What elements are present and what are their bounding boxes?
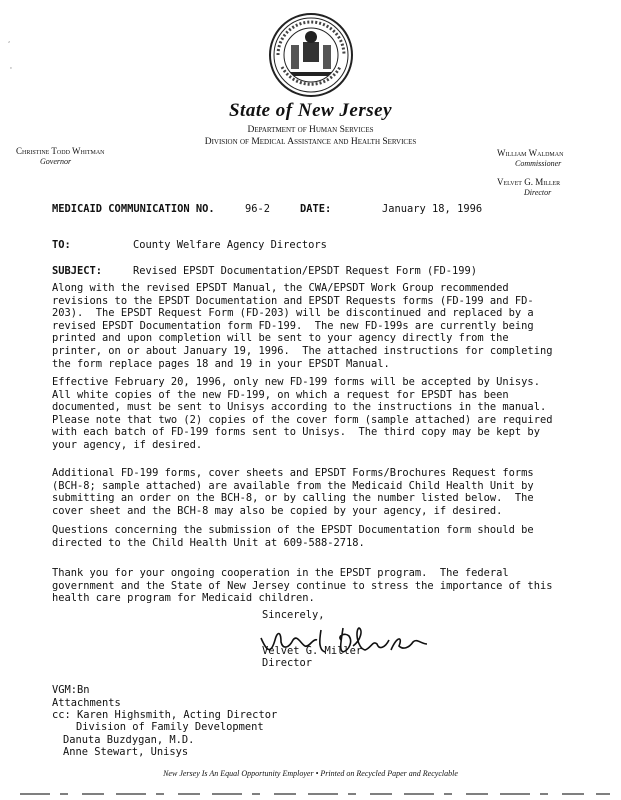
signer-title: Director — [262, 657, 313, 669]
margin-mark: ' — [10, 66, 12, 74]
signer-name: Velvet G. Miller — [262, 645, 363, 657]
body-paragraph: Along with the revised EPSDT Manual, the CWA/EPSDT Work Group recommended revisions to the EPSDT Documentation and EPSDT Requests forms (FD-199 and FD- 203). The EPSDT Request Form (FD-203) will be discontinued and replaced by a revised EPSDT Documentation form FD-199. The new FD-199s are currently being printed and upon completion will be sent to your agency directly from the printer, on or about January 19, 1996. The attached instructions for completing the form replace pages 18 and 19 in your EPSDT Manual. — [52, 282, 553, 370]
cc-line: cc: Karen Highsmith, Acting Director — [52, 709, 278, 721]
closing: Sincerely, — [262, 609, 325, 621]
department-name: Department of Human Services — [247, 125, 374, 135]
attachments-label: Attachments — [52, 697, 121, 709]
body-paragraph: Questions concerning the submission of the EPSDT Documentation form should be directed to the Child Health Unit at 609-588-2718. — [52, 524, 534, 549]
director-name: Velvet G. Miller — [497, 177, 561, 187]
initials: VGM:Bn — [52, 684, 90, 696]
state-seal-icon — [268, 12, 354, 98]
body-paragraph: Thank you for your ongoing cooperation in the EPSDT program. The federal government and the State of New Jersey continue to stress the importance of this health care program for Medicaid children. — [52, 567, 553, 605]
director-title: Director — [524, 188, 552, 197]
body-paragraph: Additional FD-199 forms, cover sheets and EPSDT Forms/Brochures Request forms (BCH-8; sample attached) are available from the Medicaid Child Health Unit by submitting an order on the BCH-8, or by calling the number listed below. The cover sheet and the BCH-8 may also be copied by your agency, if desired. — [52, 467, 534, 517]
commissioner-name: William Waldman — [497, 148, 564, 158]
bottom-divider — [20, 792, 610, 796]
state-title: State of New Jersey — [228, 100, 393, 121]
cc-line: Danuta Buzdygan, M.D. — [63, 734, 195, 746]
medicaid-communication-label: MEDICAID COMMUNICATION NO. — [52, 203, 215, 215]
governor-name: Christine Todd Whitman — [16, 146, 105, 156]
commissioner-title: Commissioner — [515, 159, 562, 168]
subject-value: Revised EPSDT Documentation/EPSDT Request Form (FD-199) — [133, 265, 478, 277]
division-name: Division of Medical Assistance and Health Services — [204, 137, 417, 147]
to-value: County Welfare Agency Directors — [133, 239, 327, 251]
cc-line: Anne Stewart, Unisys — [63, 746, 189, 758]
body-paragraph: Effective February 20, 1996, only new FD-199 forms will be accepted by Unisys. All white copies of the new FD-199, on which a request for EPSDT has been documented, must be sent to Unisys according to the instructions in the manual. Please note that two (2) copies of the cover form (sample attached) are required with each batch of FD-199 forms sent to Unisys. The third copy may be kept by your agency, if desired. — [52, 376, 553, 451]
medicaid-communication-number: 96-2 — [245, 203, 271, 215]
subject-label: SUBJECT: — [52, 265, 103, 277]
margin-mark: , — [8, 36, 11, 44]
to-label: TO: — [52, 239, 71, 251]
date-label: DATE: — [300, 203, 332, 215]
date-value: January 18, 1996 — [382, 203, 483, 215]
cc-line: Division of Family Development — [76, 721, 264, 733]
governor-title: Governor — [40, 157, 72, 166]
footer-note: New Jersey Is An Equal Opportunity Employer • Printed on Recycled Paper and Recyclable — [163, 769, 458, 778]
